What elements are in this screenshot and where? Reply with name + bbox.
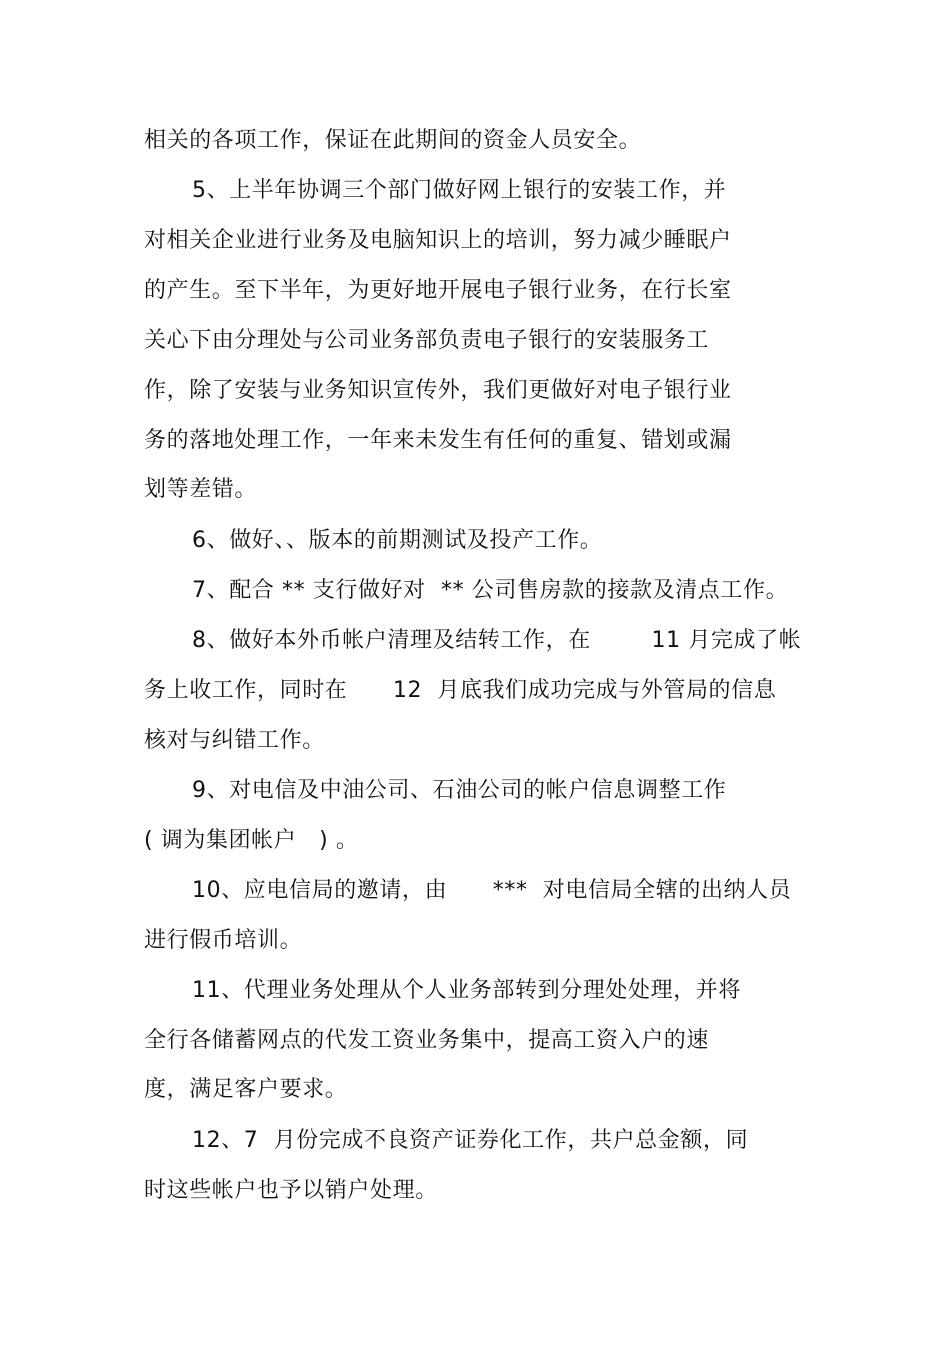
text-line: 作，除了安装与业务知识宣传外，我们更做好对电子银行业: [144, 378, 732, 403]
text-line: 的产生。至下半年，为更好地开展电子银行业务，在行长室: [144, 278, 732, 303]
text-line: 6、做好、、版本的前期测试及投产工作。: [192, 528, 603, 553]
text-line: 10、应电信局的邀请，由 *** 对电信局全辖的出纳人员: [192, 878, 792, 903]
text-line: 对相关企业进行业务及电脑知识上的培训，努力减少睡眠户: [144, 228, 732, 253]
text-line: 12、7 月份完成不良资产证券化工作，共户总金额，同: [192, 1128, 749, 1153]
text-line: 划等差错。: [144, 477, 258, 502]
text-line: 关心下由分理处与公司业务部负责电子银行的安装服务工: [144, 328, 710, 353]
text-line: 务的落地处理工作，一年来未发生有任何的重复、错划或漏: [144, 428, 732, 453]
text-line: 7、配合 ** 支行做好对 ** 公司售房款的接款及清点工作。: [192, 578, 789, 603]
text-line: 11、代理业务处理从个人业务部转到分理处处理，并将: [192, 978, 741, 1003]
text-line: 进行假币培训。: [144, 928, 303, 953]
text-line: 务上收工作，同时在 12 月底我们成功完成与外管局的信息: [144, 678, 777, 703]
text-line: 时这些帐户也予以销户处理。: [144, 1178, 438, 1203]
text-line: ( 调为集团帐户 ) 。: [144, 828, 359, 853]
text-line: 5、上半年协调三个部门做好网上银行的安装工作，并: [192, 178, 727, 203]
text-line: 核对与纠错工作。: [144, 728, 325, 753]
text-line: 度，满足客户要求。: [144, 1077, 348, 1102]
text-line: 相关的各项工作，保证在此期间的资金人员安全。: [144, 128, 642, 153]
text-line: 全行各储蓄网点的代发工资业务集中，提高工资入户的速: [144, 1028, 710, 1053]
text-line: 8、做好本外币帐户清理及结转工作，在 11 月完成了帐: [192, 628, 802, 653]
text-line: 9、对电信及中油公司、石油公司的帐户信息调整工作: [192, 778, 727, 803]
